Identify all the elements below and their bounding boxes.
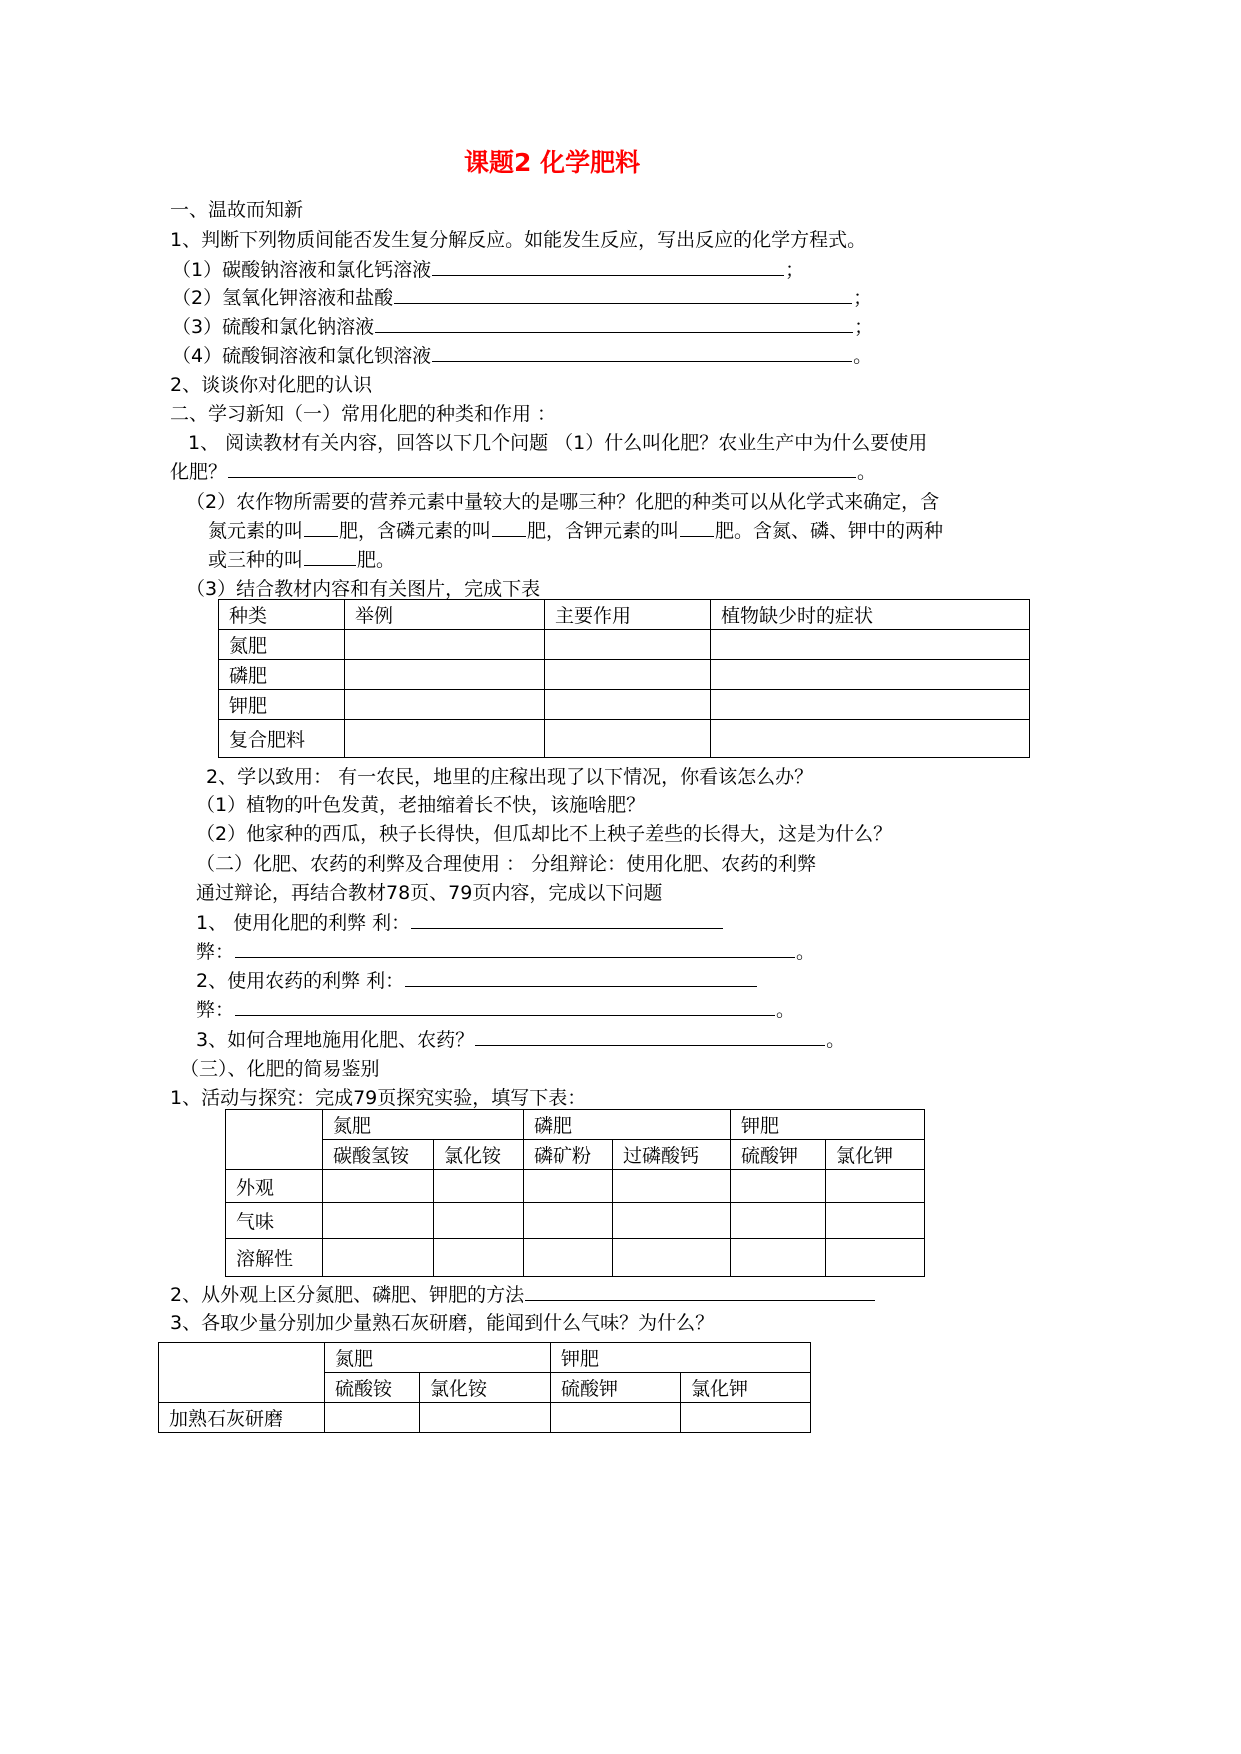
punctuation: 。	[857, 461, 877, 483]
table-group-header: 氮肥	[325, 1343, 551, 1373]
text-segment: 肥，含磷元素的叫	[339, 520, 492, 542]
table-cell[interactable]	[434, 1170, 524, 1203]
table-cell[interactable]	[434, 1203, 524, 1239]
table-cell[interactable]	[325, 1403, 420, 1433]
q1-item-3	[172, 314, 873, 340]
answer-blank[interactable]	[432, 343, 852, 362]
table-cell[interactable]	[323, 1239, 434, 1277]
table-1-instruction: （3）结合教材内容和有关图片，完成下表	[186, 578, 541, 600]
table-row-label: 气味	[226, 1203, 323, 1239]
table-cell[interactable]	[613, 1239, 731, 1277]
table-header-cell: 硫酸钾	[731, 1140, 826, 1170]
question-1-intro: 1、判断下列物质间能否发生复分解反应。如能发生反应，写出反应的化学方程式。	[170, 229, 867, 251]
reasonable-use-label: 3、如何合理地施用化肥、农药？	[196, 1029, 475, 1051]
answer-blank[interactable]	[235, 939, 795, 958]
table-cell[interactable]	[711, 720, 1030, 758]
reading-question-line-2	[170, 459, 876, 485]
table-cell[interactable]	[711, 660, 1030, 690]
table-header-cell: 磷矿粉	[524, 1140, 613, 1170]
table-cell[interactable]	[323, 1203, 434, 1239]
punctuation: 。	[796, 941, 816, 963]
table-cell[interactable]	[711, 690, 1030, 720]
q1-item-2	[172, 285, 872, 311]
nutrient-question-line-1: （2）农作物所需要的营养元素中量较大的是哪三种？化肥的种类可以从化学式来确定，含	[186, 491, 940, 513]
text-segment: 肥。含氮、磷、钾中的两种	[715, 520, 944, 542]
section-2b-heading: （二）化肥、农药的利弊及合理使用 ： 分组辩论：使用化肥、农药的利弊	[196, 853, 817, 875]
section-2-heading: 二、学习新知（一）常用化肥的种类和作用 ：	[170, 403, 557, 425]
answer-blank[interactable]	[228, 459, 856, 478]
appearance-question-line	[170, 1282, 876, 1308]
q1-item-label: （2）氢氧化钾溶液和盐酸	[172, 287, 394, 309]
cons-label: 弊：	[196, 941, 235, 963]
text-segment: 氮元素的叫	[208, 520, 304, 542]
table-cell[interactable]	[613, 1170, 731, 1203]
nutrient-question-line-2	[208, 518, 943, 544]
cons-label: 弊：	[196, 999, 235, 1021]
table-cell[interactable]	[826, 1203, 925, 1239]
table-cell[interactable]	[345, 660, 545, 690]
apply-question-2: （2）他家种的西瓜，秧子长得快，但瓜却比不上秧子差些的长得大，这是为什么？	[196, 823, 893, 845]
punctuation: 。	[853, 345, 873, 367]
table-cell[interactable]	[545, 690, 711, 720]
table-header-cell: 硫酸钾	[551, 1373, 681, 1403]
table-cell[interactable]	[545, 720, 711, 758]
question-2: 2、谈谈你对化肥的认识	[170, 374, 373, 396]
answer-blank[interactable]	[411, 910, 723, 929]
table-cell[interactable]	[345, 720, 545, 758]
pros-label: 1、 使用化肥的利弊 利：	[196, 912, 411, 934]
table-header-cell: 主要作用	[545, 600, 711, 630]
table-group-header: 钾肥	[731, 1110, 925, 1140]
answer-blank[interactable]	[525, 1282, 875, 1301]
q1-item-4	[172, 343, 872, 369]
nutrient-question-line-3	[208, 547, 395, 573]
appearance-question: 2、从外观上区分氮肥、磷肥、钾肥的方法	[170, 1284, 525, 1306]
table-header-cell: 氯化铵	[434, 1140, 524, 1170]
fertilizer-pros-line	[196, 910, 724, 936]
table-cell[interactable]	[711, 630, 1030, 660]
table-header-cell: 碳酸氢铵	[323, 1140, 434, 1170]
q1-item-label: （3）硫酸和氯化钠溶液	[172, 316, 375, 338]
table-row-label: 磷肥	[219, 660, 345, 690]
pesticide-pros-line	[196, 968, 758, 994]
table-header-cell: 氯化铵	[420, 1373, 551, 1403]
table-group-header: 钾肥	[551, 1343, 811, 1373]
table-cell[interactable]	[731, 1203, 826, 1239]
punctuation: ；	[854, 316, 874, 338]
punctuation: ；	[853, 287, 873, 309]
table-group-header: 磷肥	[524, 1110, 731, 1140]
pesticide-cons-line	[196, 997, 795, 1023]
table-header-cell: 氯化钾	[681, 1373, 811, 1403]
fertilizer-identification-table	[225, 1109, 925, 1277]
answer-blank[interactable]	[492, 518, 526, 537]
table-cell[interactable]	[420, 1403, 551, 1433]
reading-question-line-1: 1、 阅读教材有关内容，回答以下几个问题 （1）什么叫化肥？农业生产中为什么要使用	[188, 432, 928, 454]
table-cell[interactable]	[681, 1403, 811, 1433]
apply-question-1: （1）植物的叶色发黄，老抽缩着长不快，该施啥肥？	[196, 794, 646, 816]
page-title: 课题2 化学肥料	[464, 148, 641, 177]
apply-knowledge: 2、学以致用： 有一农民，地里的庄稼出现了以下情况，你看该怎么办？	[206, 766, 814, 788]
answer-blank[interactable]	[405, 968, 757, 987]
table-cell[interactable]	[524, 1203, 613, 1239]
pros-label: 2、使用农药的利弊 利：	[196, 970, 405, 992]
q1-item-label: （1）碳酸钠溶液和氯化钙溶液	[172, 259, 432, 281]
table-cell[interactable]	[826, 1170, 925, 1203]
table-row-label: 复合肥料	[219, 720, 345, 758]
table-corner-cell	[159, 1343, 325, 1403]
lime-grinding-question: 3、各取少量分别加少量熟石灰研磨，能闻到什么气味？为什么？	[170, 1312, 715, 1334]
answer-blank[interactable]	[375, 314, 853, 333]
answer-blank[interactable]	[680, 518, 714, 537]
answer-blank[interactable]	[304, 518, 338, 537]
q1-item-label: （4）硫酸铜溶液和氯化钡溶液	[172, 345, 432, 367]
text-segment: 肥。	[357, 549, 396, 571]
table-header-cell: 过磷酸钙	[613, 1140, 731, 1170]
table-cell[interactable]	[345, 690, 545, 720]
punctuation: ；	[785, 259, 805, 281]
activity-instruction: 1、活动与探究：完成79页探究实验，填写下表：	[170, 1087, 587, 1109]
section-3-heading: （三）、化肥的简易鉴别	[180, 1058, 380, 1080]
table-cell[interactable]	[524, 1170, 613, 1203]
table-cell[interactable]	[323, 1170, 434, 1203]
text-segment: 肥，含钾元素的叫	[527, 520, 680, 542]
answer-blank[interactable]	[432, 257, 784, 276]
table-cell[interactable]	[731, 1239, 826, 1277]
lime-grinding-table	[158, 1342, 811, 1433]
table-header-cell: 举例	[345, 600, 545, 630]
q1-item-1	[172, 257, 804, 283]
text-segment: 或三种的叫	[208, 549, 304, 571]
table-row-label: 加熟石灰研磨	[159, 1403, 325, 1433]
reading-question-label: 化肥？	[170, 461, 228, 483]
fertilizer-cons-line	[196, 939, 815, 965]
answer-blank[interactable]	[475, 1027, 825, 1046]
table-cell[interactable]	[345, 630, 545, 660]
table-row-label: 钾肥	[219, 690, 345, 720]
section-1-heading: 一、温故而知新	[170, 199, 304, 221]
table-row-label: 溶解性	[226, 1239, 323, 1277]
table-cell[interactable]	[613, 1203, 731, 1239]
table-cell[interactable]	[545, 660, 711, 690]
section-2b-intro: 通过辩论，再结合教材78页、79页内容，完成以下问题	[196, 882, 663, 904]
punctuation: 。	[776, 999, 796, 1021]
fertilizer-types-table	[218, 599, 1030, 758]
table-cell[interactable]	[545, 630, 711, 660]
table-cell[interactable]	[826, 1239, 925, 1277]
table-cell[interactable]	[524, 1239, 613, 1277]
table-header-cell: 种类	[219, 600, 345, 630]
answer-blank[interactable]	[304, 547, 356, 566]
table-cell[interactable]	[731, 1170, 826, 1203]
table-row-label: 外观	[226, 1170, 323, 1203]
table-header-cell: 硫酸铵	[325, 1373, 420, 1403]
punctuation: 。	[826, 1029, 846, 1051]
table-group-header: 氮肥	[323, 1110, 524, 1140]
answer-blank[interactable]	[235, 997, 775, 1016]
answer-blank[interactable]	[394, 285, 852, 304]
table-corner-cell	[226, 1110, 323, 1170]
table-header-cell: 植物缺少时的症状	[711, 600, 1030, 630]
reasonable-use-line	[196, 1027, 845, 1053]
table-header-cell: 氯化钾	[826, 1140, 925, 1170]
table-cell[interactable]	[551, 1403, 681, 1433]
table-cell[interactable]	[434, 1239, 524, 1277]
table-row-label: 氮肥	[219, 630, 345, 660]
